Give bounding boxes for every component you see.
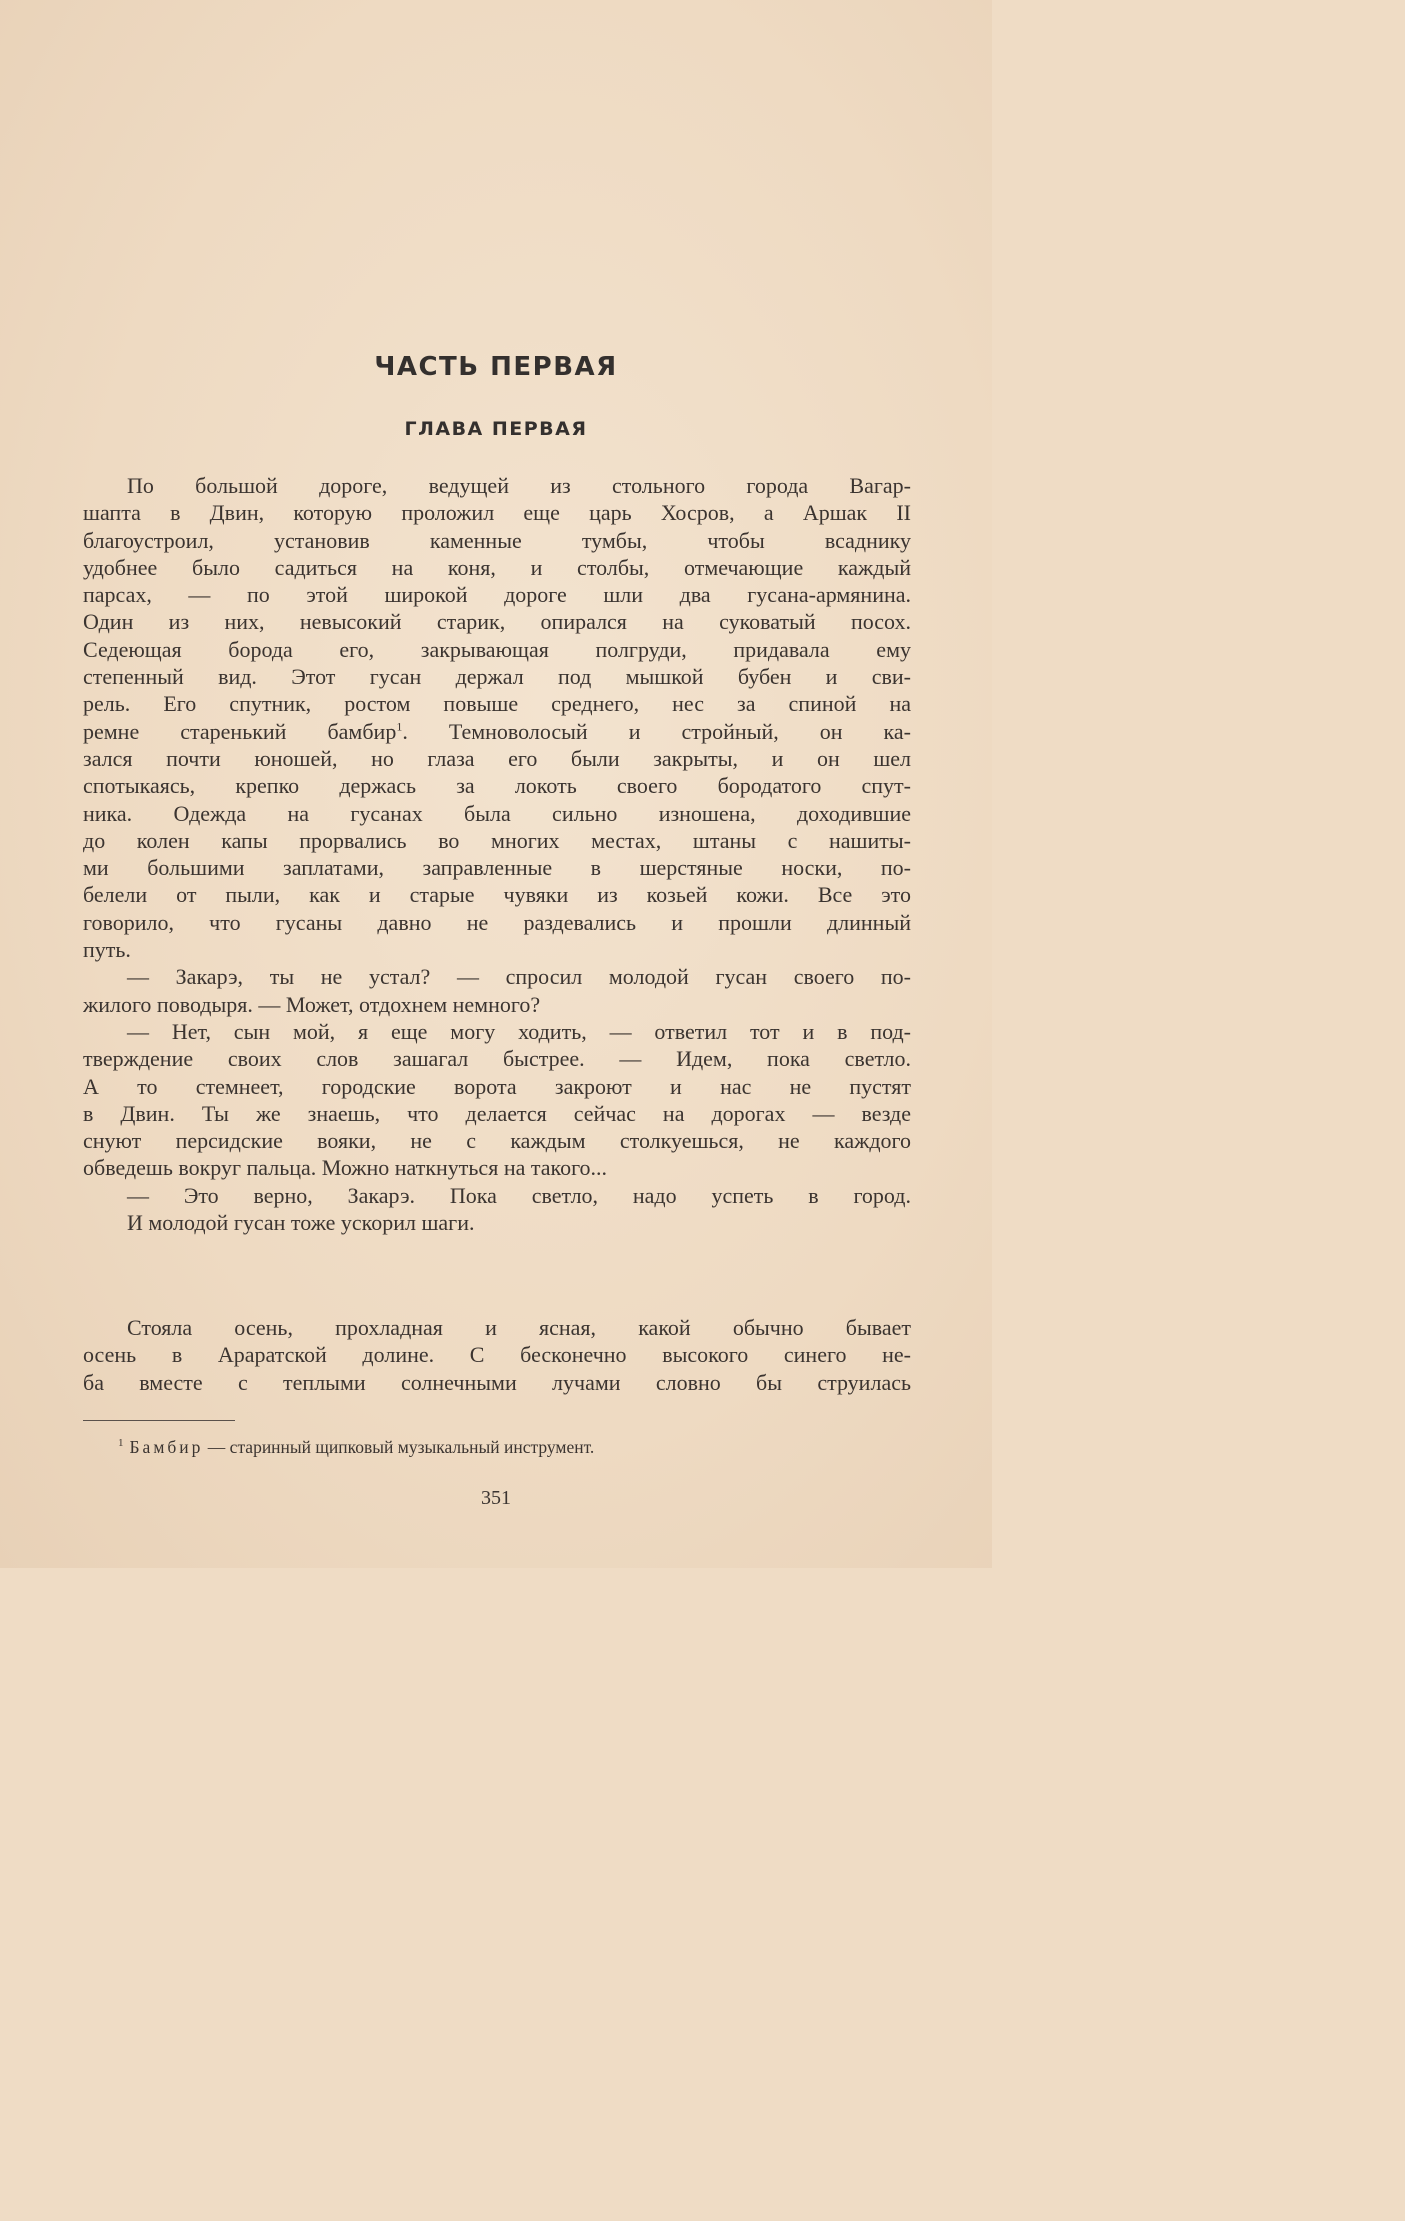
footnote-divider (83, 1420, 235, 1421)
text-line: парсах, — по этой широкой дороге шли два гусана-армянина. (83, 582, 911, 608)
footnote-term: Бамбир (129, 1436, 204, 1457)
text-line: ника. Одежда на гусанах была сильно изношена, доходившие (83, 800, 911, 826)
text-line: зался почти юношей, но глаза его были закрыты, и он шел (83, 745, 911, 771)
text-line: ба вместе с теплыми солнечными лучами словно бы струилась (83, 1369, 911, 1395)
dialogue-line: в Двин. Ты же знаешь, что делается сейчас на дорогах — везде (83, 1100, 911, 1126)
dialogue-line: А то стемнеет, городские ворота закроют и нас не пустят (83, 1073, 911, 1099)
text-line: рель. Его спутник, ростом повыше среднего, нес за спиной на (83, 691, 911, 717)
text-line: спотыкаясь, крепко держась за локоть своего бородатого спут- (83, 773, 911, 799)
text-line-with-footnote (83, 718, 911, 745)
text-line: Один из них, невысокий старик, опирался на суковатый посох. (83, 609, 911, 635)
footnote (118, 1431, 594, 1459)
footnote-marker: 1 (396, 719, 403, 734)
book-page (0, 0, 992, 1568)
dialogue-line: — Это верно, Закарэ. Пока светло, надо успеть в город. (127, 1182, 911, 1208)
chapter-title: ГЛАВА ПЕРВАЯ (404, 418, 588, 440)
text-line: удобнее было садиться на коня, и столбы, отмечающие каждый (83, 554, 911, 580)
text-line: По большой дороге, ведущей из стольного города Вагар- (127, 473, 911, 498)
dialogue-line: — Нет, сын мой, я еще могу ходить, — ответил тот и в под- (127, 1018, 911, 1044)
dialogue-line: обведешь вокруг пальца. Можно наткнуться на такого... (83, 1155, 608, 1181)
footnote-text: — старинный щипковый музыкальный инструмент. (203, 1436, 595, 1457)
text-line: Седеющая борода его, закрывающая полгруди, придавала ему (83, 636, 911, 662)
text-line: шапта в Двин, которую проложил еще царь Хосров, а Аршак II (83, 500, 911, 526)
text-line: благоустроил, установив каменные тумбы, чтобы всаднику (83, 527, 911, 553)
dialogue-line: тверждение своих слов зашагал быстрее. — Идем, пока светло. (83, 1046, 911, 1072)
text-line: степенный вид. Этот гусан держал под мышкой бубен и сви- (83, 664, 911, 690)
text-line: белели от пыли, как и старые чувяки из козьей кожи. Все это (83, 882, 911, 908)
text-line: говорило, что гусаны давно не раздевались и прошли длинный (83, 909, 911, 935)
footnote-marker: 1 (118, 1437, 124, 1449)
text-line: до колен капы прорвались во многих местах, штаны с нашиты- (83, 827, 911, 853)
part-title: ЧАСТЬ ПЕРВАЯ (374, 352, 618, 382)
page-number: 351 (481, 1487, 511, 1509)
text-line: Стояла осень, прохладная и ясная, какой обычно бывает (127, 1315, 911, 1340)
dialogue-line: жилого поводыря. — Может, отдохнем немного? (83, 991, 541, 1017)
text-line: путь. (83, 937, 131, 963)
second-paragraph (83, 1314, 911, 1396)
text-line: осень в Араратской долине. С бесконечно высокого синего не- (83, 1342, 911, 1368)
dialogue-line: И молодой гусан тоже ускорил шаги. (127, 1210, 475, 1236)
dialogue-line: снуют персидские вояки, не с каждым столкуешься, не каждого (83, 1128, 911, 1154)
text-line: ми большими заплатами, заправленные в шерстяные носки, по- (83, 855, 911, 881)
text-fragment: . Темноволосый и стройный, он ка- (402, 718, 911, 744)
main-text (83, 472, 911, 1236)
text-fragment: ремне старенький бамбир (83, 718, 397, 744)
dialogue-line: — Закарэ, ты не устал? — спросил молодой гусан своего по- (127, 964, 911, 990)
